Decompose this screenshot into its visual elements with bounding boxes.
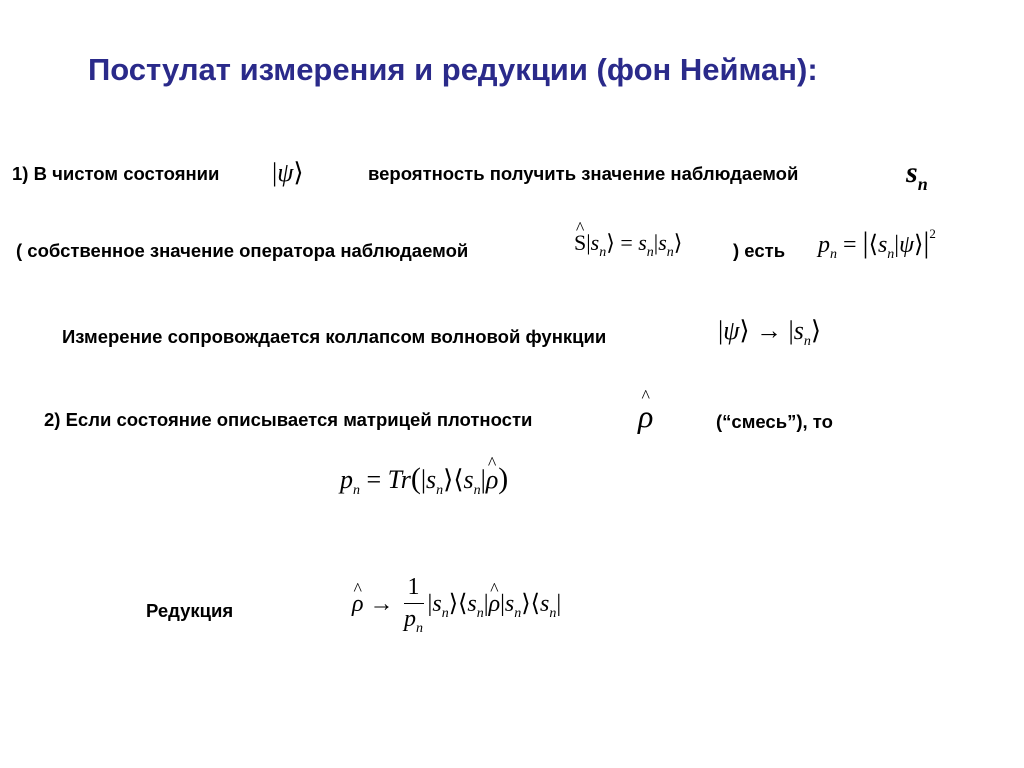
s-n-symbol: $s_n$ <box>906 156 928 194</box>
collapse-formula: |ψ⟩ → $|s_n⟩$ <box>718 316 822 349</box>
ket-psi-formula: |ψ⟩ <box>272 158 304 187</box>
line4-text-a: 2) Если состояние описывается матрицей плотности <box>44 409 533 430</box>
eigenvalue-equation: ^ $S|s_n⟩$ = $s_n|s_n⟩$ <box>574 230 682 261</box>
probability-formula: $p_n$ = $|⟨s_n|\psi⟩|^2$ <box>818 226 936 262</box>
line3-text: Измерение сопровождается коллапсом волновой функции <box>62 326 607 347</box>
line1-text-b: вероятность получить значение наблюдаемой <box>368 163 799 184</box>
rho-hat-symbol: ^ ρ <box>638 398 653 435</box>
line2-text-b: ) есть <box>733 240 786 261</box>
reduction-formula: ^ ρ → $\frac{1}{p_n}$ $|s_n⟩⟨s_n|\^{}$ $\rho|s_n⟩⟨s_n|$ <box>352 574 561 637</box>
line4-text-b: (“смесь”), то <box>716 411 833 432</box>
trace-formula: $p_n$ = $Tr(|s_n⟩⟨s_n|\^{}$ ρ) <box>340 462 508 499</box>
line2-text-a: ( собственное значение оператора наблюдаемой <box>16 240 469 261</box>
reduction-fraction: $\frac{1}{p_n}$ <box>404 574 424 636</box>
slide-title: Постулат измерения и редукции (фон Нейман): <box>88 52 818 87</box>
reduction-label: Редукция <box>146 600 234 621</box>
line1-text-a: 1) В чистом состоянии <box>12 163 220 184</box>
